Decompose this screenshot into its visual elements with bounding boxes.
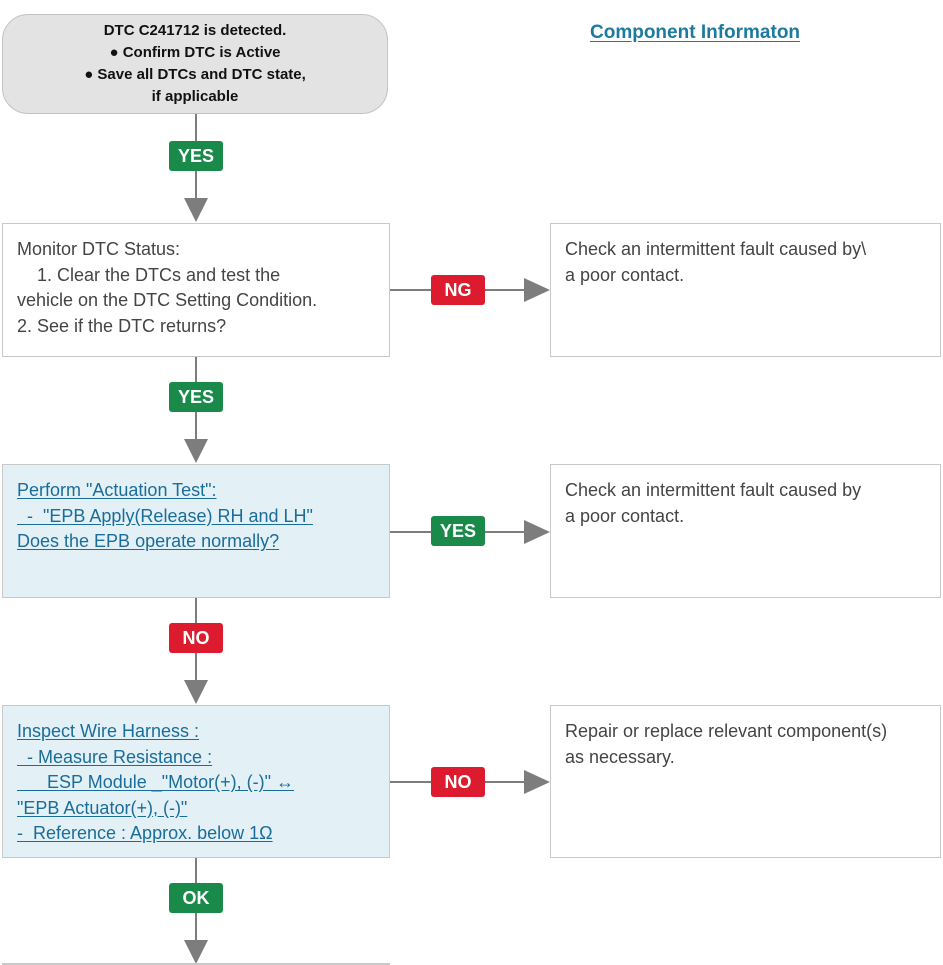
- start-line: if applicable: [151, 88, 239, 105]
- decision-badge-yes: YES: [169, 141, 223, 171]
- result-line: Check an intermittent fault caused by: [565, 480, 862, 500]
- measure-resistance-link[interactable]: - Measure Resistance :: [17, 746, 213, 767]
- step-line: 2. See if the DTC returns?: [17, 315, 227, 336]
- result-line: as necessary.: [565, 746, 675, 767]
- arrow-right-icon: [524, 770, 550, 794]
- arrow-down-icon: [184, 940, 208, 964]
- step-monitor-dtc-status: [2, 223, 390, 357]
- decision-badge-no: NO: [431, 767, 485, 797]
- result-intermittent-fault-2: [550, 464, 941, 598]
- start-line: DTC C241712 is detected.: [103, 22, 287, 39]
- arrow-down-icon: [184, 439, 208, 463]
- arrow-down-icon: [184, 198, 208, 222]
- decision-badge-ok: OK: [169, 883, 223, 913]
- step-line: Monitor DTC Status:: [17, 239, 181, 259]
- arrow-right-icon: [524, 520, 550, 544]
- step-line: vehicle on the DTC Setting Condition.: [17, 290, 318, 310]
- arrow-down-icon: [184, 680, 208, 704]
- esp-module-motor-link[interactable]: ESP Module _"Motor(+), (-)" ↔: [17, 772, 295, 792]
- start-dtc-detected-box: [2, 14, 388, 114]
- component-information-link[interactable]: Component Informaton: [590, 22, 801, 43]
- decision-badge-yes: YES: [169, 382, 223, 412]
- decision-badge-yes: YES: [431, 516, 485, 546]
- arrow-right-icon: [524, 278, 550, 302]
- result-line: a poor contact.: [565, 264, 685, 285]
- result-line: Check an intermittent fault caused by\: [565, 239, 867, 259]
- start-line: ● Confirm DTC is Active: [109, 44, 281, 61]
- result-line: Repair or replace relevant component(s): [565, 721, 888, 741]
- result-line: a poor contact.: [565, 505, 685, 526]
- actuation-test-link[interactable]: Perform "Actuation Test":: [17, 480, 217, 500]
- step-inspect-wire-harness: [2, 705, 390, 858]
- inspect-wire-harness-link[interactable]: Inspect Wire Harness :: [17, 721, 200, 741]
- epb-operate-question-link[interactable]: Does the EPB operate normally?: [17, 531, 280, 551]
- start-line: ● Save all DTCs and DTC state,: [84, 66, 306, 83]
- decision-badge-ng: NG: [431, 275, 485, 305]
- result-repair-replace: [550, 705, 941, 858]
- step-perform-actuation-test: [2, 464, 390, 598]
- result-intermittent-fault-1: [550, 223, 941, 357]
- step-line: 1. Clear the DTCs and test the: [17, 264, 281, 285]
- decision-badge-no: NO: [169, 623, 223, 653]
- epb-apply-release-link[interactable]: - "EPB Apply(Release) RH and LH": [17, 505, 313, 526]
- reference-resistance-link[interactable]: - Reference : Approx. below 1Ω: [17, 823, 273, 843]
- epb-actuator-link[interactable]: "EPB Actuator(+), (-)": [17, 797, 188, 818]
